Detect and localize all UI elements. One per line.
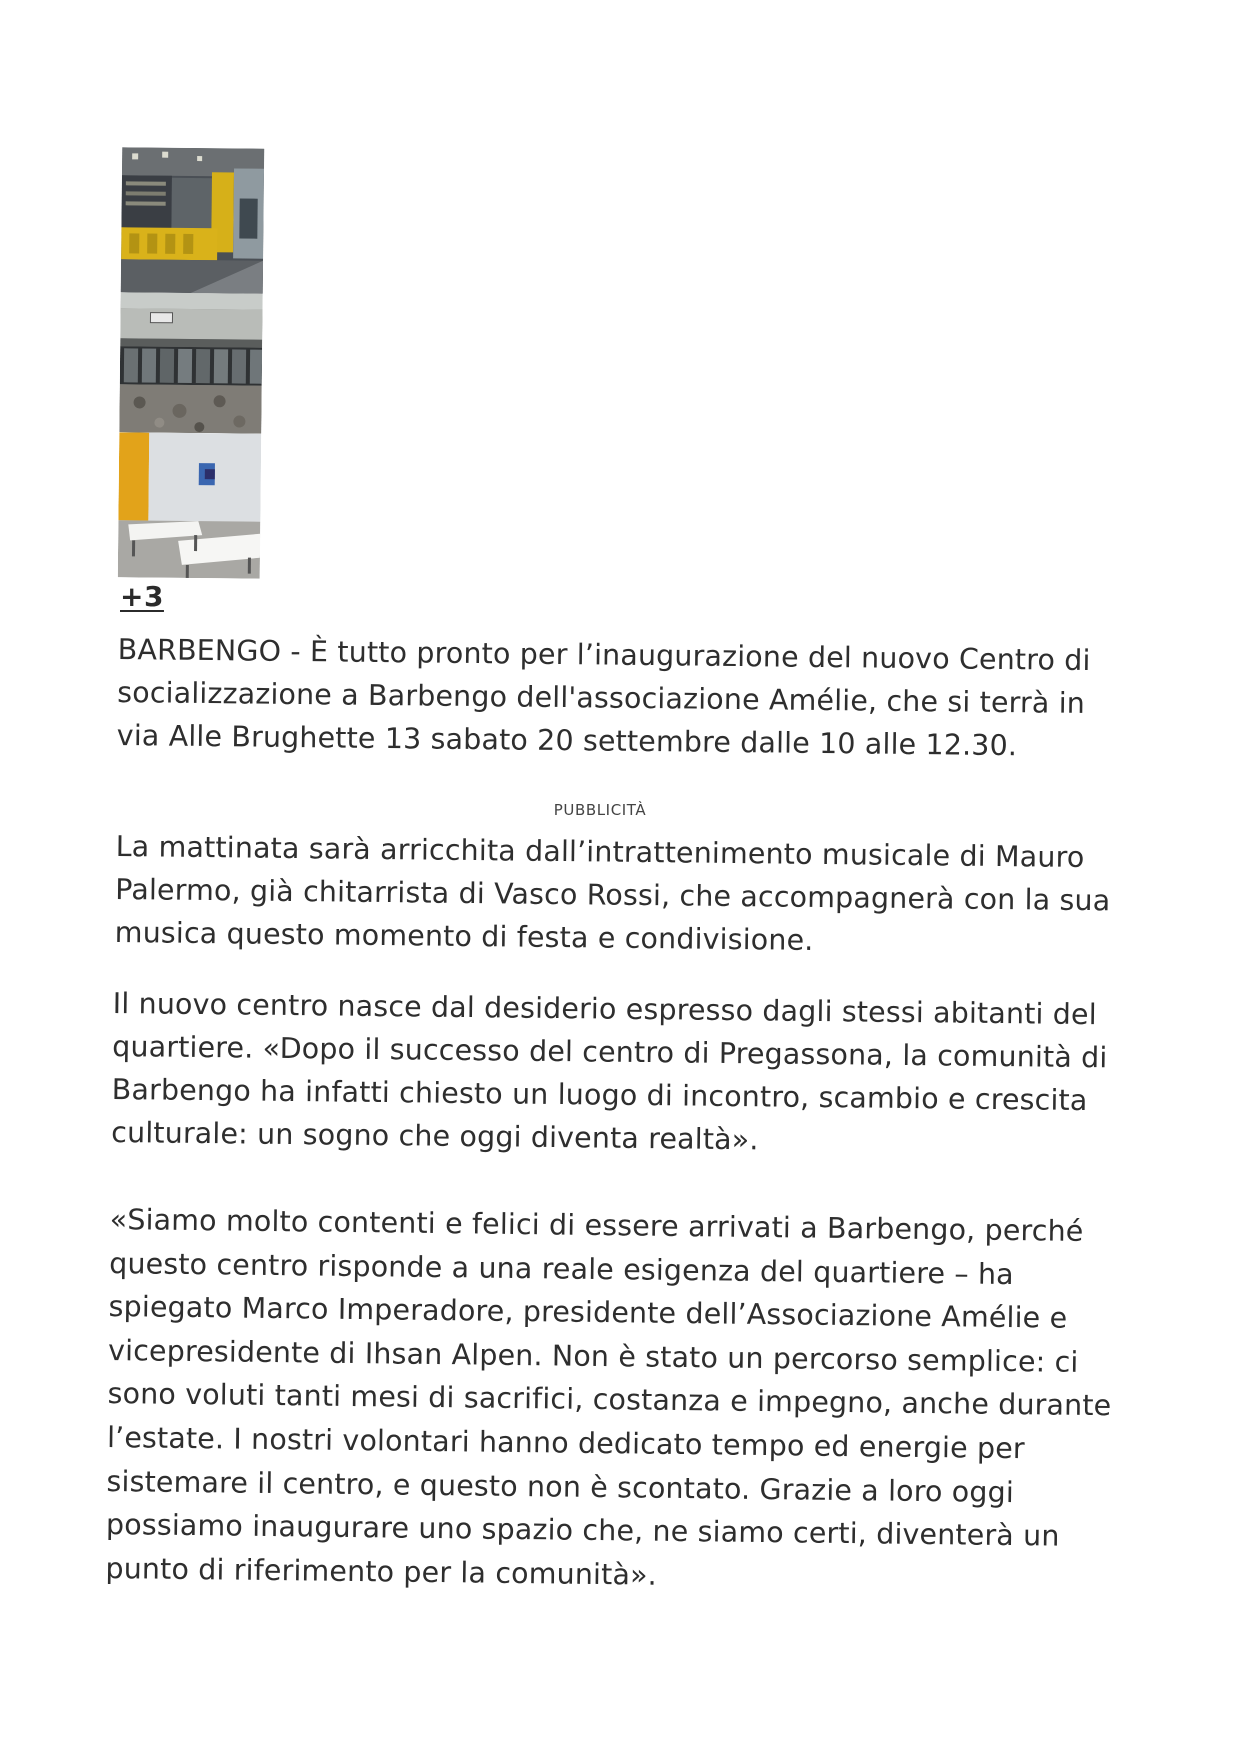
article-paragraph-music: La mattinata sarà arricchita dall’intrattenimento musicale di Mauro Palermo, già chitarrista di Vasco Rossi, che accompagnerà con la sua musica questo momento di festa e condivisione.: [114, 829, 1111, 957]
dining-room-image: [118, 432, 262, 578]
photo-gallery: [118, 147, 264, 578]
advertisement-label-text: PUBBLICITÀ: [553, 801, 647, 819]
gallery-more-count-link[interactable]: +3: [120, 580, 164, 613]
article-paragraph-intro: BARBENGO - È tutto pronto per l’inaugurazione del nuovo Centro di socializzazione a Barbengo dell'associazione Amélie, che si terrà in via Alle Brughette 13 sabato 20 settembre dalle 10 alle 12.30.: [116, 632, 1091, 763]
article-paragraph-quote: «Siamo molto contenti e felici di essere arrivati a Barbengo, perché questo centro risponde a una reale esigenza del quartiere – ha spiegato Marco Imperadore, presidente dell’Associazione Amélie e vicepresidente di Ihsan Alpen. Non è stato un percorso semplice: ci sono voluti tanti mesi di sacrifici, costanza e impegno, anche durante l’estate. I nostri volontari hanno dedicato tempo ed energie per sistemare il centro, e questo non è scontato. Grazie a loro oggi possiamo inaugurare uno spazio che, ne siamo certi, diventerà un punto di riferimento per la comunità».: [105, 1202, 1112, 1592]
gallery-photo-building-exterior[interactable]: [119, 292, 262, 433]
article-paragraph-origin: Il nuovo centro nasce dal desiderio espresso dagli stessi abitanti del quartiere. «Dopo il successo del centro di Pregassona, la comunità di Barbengo ha infatti chiesto un luogo di incontro, scambio e crescita culturale: un sogno che oggi diventa realtà».: [111, 986, 1108, 1157]
cafe-interior-image: [121, 147, 265, 293]
building-exterior-image: [119, 292, 262, 433]
gallery-photo-cafe-interior[interactable]: [121, 147, 265, 293]
advertisement-label: [0, 801, 1240, 819]
gallery-photo-dining-room[interactable]: [118, 432, 262, 578]
